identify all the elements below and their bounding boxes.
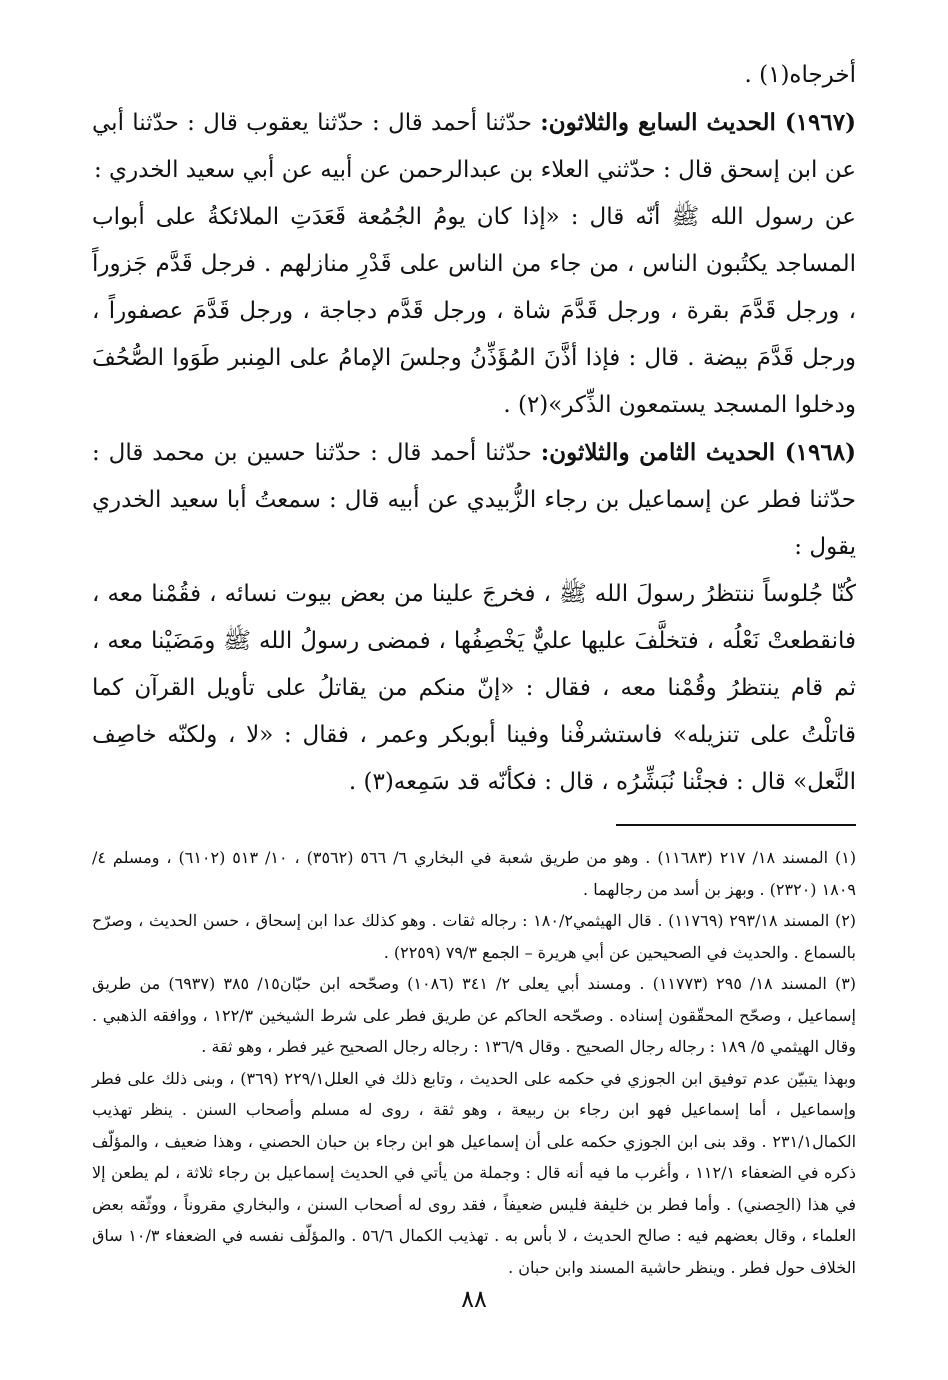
main-text [92,52,856,806]
hadith-1967-isnad [92,99,856,194]
hadith-1967-chain: حدّثنا أحمد قال : حدّثنا يعقوب قال : حدّثنا أبي عن ابن إسحق قال : حدّثني العلاء بن عبدالرحمن عن أبيه عن أبي سعيد الخدري : [92,110,856,183]
footnote-3: (٣) المسند ١٨/ ٢٩٥ (١١٧٧٣) . ومسند أبي يعلى ٢/ ٣٤١ (١٠٨٦) وصحّحه ابن حبّان١٥/ ٣٨٥ (٦٩٣٧) من طريق إسماعيل ، وصحّح المحقّقون إسناده . وصحّحه الحاكم عن طريق فطر على شرط الشيخين ١٢٢/٣ ، ووافقه الذهبي . وقال الهيثمي ٥/ ١٨٩ : رجاله رجال الصحيح . وقال ١٣٦/٩ : رجاله رجال الصحيح غير فطر ، وهو ثقة . [92,974,857,1056]
hadith-1967-text: عن رسول الله ﷺ أنّه قال : «إذا كان يومُ الجُمُعة قَعَدَتِ الملائكةُ على أبواب المساجد يكتُبون الناس ، من جاء من الناس على قَدْرِ منازلهم . فرجل قَدَّم جَزوراً ، ورجل قَدَّمَ بقرة ، ورجل قَدَّمَ شاة ، ورجل قَدَّم دجاجة ، ورجل قَدَّمَ عصفوراً ، ورجل قَدَّمَ بيضة . قال : فإذا أذَّنَ المُؤَذِّنُ وجلسَ الإمامُ على المِنبر طَوَوا الصُّحُفَ ودخلوا المسجد يستمعون الذِّكر»(٢) . [92,204,856,418]
footnote-2: (٢) المسند ٢٩٣/١٨ (١١٧٦٩) . قال الهيثمي١٨٠/٢ : رجاله ثقات . وهو كذلك عدا ابن إسحاق ، حسن الحديث ، وصرّح بالسماع . والحديث في الصحيحين عن أبي هريرة – الجمع ٧٩/٣ (٢٢٥٩) . [92,911,857,962]
footnote-separator [616,824,856,826]
page-number: ٨٨ [461,1285,487,1313]
footnote-3-continued: وبهذا يتبيّن عدم توفيق ابن الجوزي في حكمه على الحديث ، وتابع ذلك في العلل٢٢٩/١ (٣٦٩) ، وبنى ذلك على فطر وإسماعيل ، أما إسماعيل فهو ابن رجاء بن ربيعة ، وهو ثقة ، روى له مسلم وأصحاب السنن . ينظر تهذيب الكمال٢٣١/١ . وقد بنى ابن الجوزي حكمه على أن إسماعيل هو ابن رجاء بن حبان الحصني ، وهذا ضعيف ، والمؤلّف ذكره في الضعفاء ١١٢/١ ، وأغرب ما فيه أنه قال : وجملة من يأتي في الحديث إسماعيل بن رجاء ثلاثة ، لم يطعن إلا في هذا (الحِصني) . وأما فطر بن خليفة فليس ضعيفاً ، فقد روى له أصحاب السنن ، والبخاري مقروناً ، ووثّقه بعض العلماء ، وقال بعضهم فيه : صالح الحديث ، لا بأس به . تهذيب الكمال ٥٦/٦ . والمؤلّف نفسه في الضعفاء ١٠/٣ ساق الخلاف حول فطر . وينظر حاشية المسند وابن حبان . [92,1068,857,1277]
hadith-1968-heading: (١٩٦٨) الحديث الثامن والثلاثون: [540,439,856,466]
hadith-1968-text: كُنّا جُلوساً ننتظرُ رسولَ الله ﷺ ، فخرجَ علينا من بعض بيوت نسائه ، فقُمْنا معه ، فانقطعتْ نَعْلُه ، فتخلَّفَ عليها عليٌّ يَخْصِفُها ، فمضى رسولُ الله ﷺ ومَضَيْنا معه ، ثم قام ينتظرُ وقُمْنا معه ، فقال : «إنّ منكم من يقاتلُ على تأويل القرآن كما قاتلْتُ على تنزيله» فاستشرفْنا وفينا أبوبكر وعمر ، فقال : «لا ، ولكنّه خاصِف النَّعل» قال : فجئْنا نُبَشِّرُه ، قال : فكأنّه قد سَمِعه(٣) . [92,581,856,795]
hadith-1968-chain: حدّثنا أحمد قال : حدّثنا حسين بن محمد قال : حدّثنا فطر عن إسماعيل بن رجاء الزُّبيدي عن أبيه قال : سمعتُ أبا سعيد الخدري يقول : [92,440,856,560]
footnote-1: (١) المسند ١٨/ ٢١٧ (١١٦٨٣) . وهو من طريق شعبة في البخاري ٦/ ٥٦٦ (٣٥٦٢) ، ١٠/ ٥١٣ (٦١٠٢) ، ومسلم ٤/ ١٨٠٩ (٢٣٢٠) . وبهز بن أسد من رجالهما . [92,848,857,899]
hadith-1967-heading: (١٩٦٧) الحديث السابع والثلاثون: [540,109,857,136]
paragraph-opening: أخرجاه(١) . [744,62,856,88]
hadith-1968-isnad [92,429,856,571]
footnotes [92,842,856,1283]
